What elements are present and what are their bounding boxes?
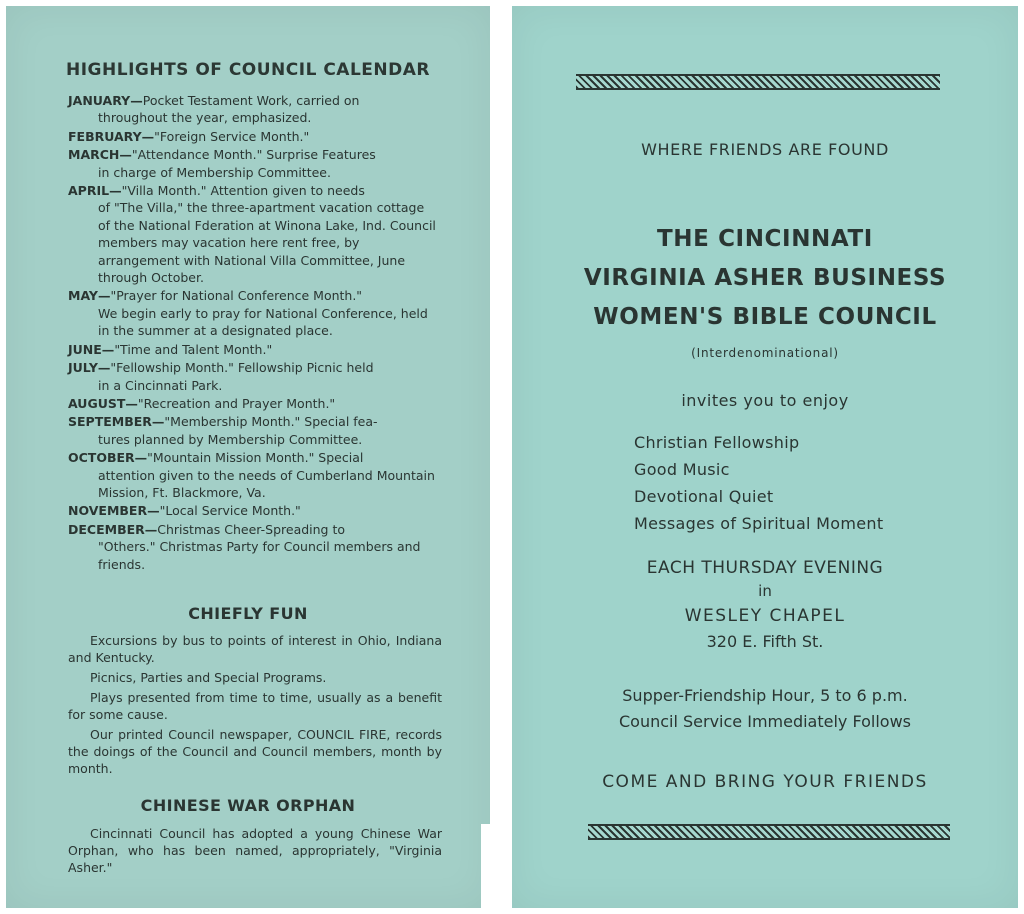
chiefly-fun-title: CHIEFLY FUN bbox=[188, 604, 308, 623]
calendar-month: OCTOBER— bbox=[68, 450, 148, 466]
decorative-border-bottom bbox=[588, 824, 950, 840]
denomination-note: (Interdenominational) bbox=[691, 346, 839, 360]
calendar-entry bbox=[68, 146, 440, 181]
calendar-month: JUNE— bbox=[68, 341, 115, 357]
fold-notch-top bbox=[490, 6, 512, 78]
calendar-month: DECEMBER— bbox=[68, 521, 158, 537]
calendar-continuation: We begin early to pray for National Conference, held in the summer at a designated place. bbox=[98, 305, 428, 339]
calendar-month: MAY— bbox=[68, 288, 111, 304]
calendar-continuation: tures planned by Membership Committee. bbox=[98, 431, 363, 447]
calendar-text: "Mountain Mission Month." Special bbox=[147, 450, 364, 466]
calendar-title: HIGHLIGHTS OF COUNCIL CALENDAR bbox=[66, 60, 430, 80]
calendar-entry bbox=[68, 502, 440, 519]
calendar-entry bbox=[68, 413, 440, 448]
fold-notch-bottom bbox=[481, 824, 512, 908]
calendar-text: Christmas Cheer-Spreading to bbox=[157, 521, 346, 537]
closing-invitation: COME AND BRING YOUR FRIENDS bbox=[602, 772, 928, 792]
calendar-month: NOVEMBER— bbox=[68, 503, 160, 519]
calendar-month: JULY— bbox=[68, 360, 111, 376]
orphan-paragraph: Cincinnati Council has adopted a young Chinese War Orphan, who has been named, appropriately, "Virginia Asher." bbox=[68, 826, 442, 875]
calendar-text: "Villa Month." Attention given to needs bbox=[121, 183, 365, 199]
fun-paragraph: Picnics, Parties and Special Programs. bbox=[90, 670, 327, 685]
orphan-title: CHINESE WAR ORPHAN bbox=[140, 796, 356, 815]
right-page bbox=[512, 6, 1018, 908]
tagline: WHERE FRIENDS ARE FOUND bbox=[641, 140, 889, 159]
calendar-continuation: "Others." Christmas Party for Council members and friends. bbox=[98, 539, 421, 572]
benefit-item: Messages of Spiritual Moment bbox=[634, 514, 884, 533]
council-service: Council Service Immediately Follows bbox=[618, 712, 911, 731]
calendar-month: AUGUST— bbox=[68, 395, 138, 411]
calendar-month: FEBRUARY— bbox=[68, 128, 155, 144]
calendar-text: "Attendance Month." Surprise Features bbox=[131, 147, 376, 163]
calendar-month: SEPTEMBER— bbox=[68, 414, 165, 430]
schedule bbox=[512, 683, 1018, 735]
calendar-continuation: in charge of Membership Committee. bbox=[98, 164, 331, 180]
calendar-entry bbox=[68, 359, 440, 394]
calendar-entry bbox=[68, 128, 440, 145]
council-line: THE CINCINNATI bbox=[657, 226, 873, 252]
calendar-text: "Local Service Month." bbox=[159, 503, 301, 519]
calendar-text: "Recreation and Prayer Month." bbox=[137, 395, 336, 411]
supper-hour: Supper-Friendship Hour, 5 to 6 p.m. bbox=[622, 686, 908, 705]
calendar-month: MARCH— bbox=[68, 147, 132, 163]
council-line: WOMEN'S BIBLE COUNCIL bbox=[593, 304, 937, 330]
calendar-entry bbox=[68, 449, 440, 501]
calendar-text: "Foreign Service Month." bbox=[154, 128, 310, 144]
calendar-month: JANUARY— bbox=[68, 93, 143, 108]
calendar-continuation: attention given to the needs of Cumberland Mountain Mission, Ft. Blackmore, Va. bbox=[98, 467, 435, 500]
decorative-border-top bbox=[576, 74, 940, 90]
calendar-text: "Prayer for National Conference Month." bbox=[110, 288, 363, 304]
calendar-entry bbox=[68, 182, 440, 286]
calendar-text: "Time and Talent Month." bbox=[114, 341, 273, 357]
calendar-entry bbox=[68, 92, 440, 127]
calendar-entry bbox=[68, 341, 440, 358]
fun-paragraph: Our printed Council newspaper, COUNCIL FIRE, records the doings of the Council and Council members, month by month. bbox=[68, 727, 442, 776]
invitation-text: invites you to enjoy bbox=[681, 391, 849, 410]
venue-address: 320 E. Fifth St. bbox=[706, 632, 824, 651]
calendar-entry bbox=[68, 521, 440, 573]
calendar-text: Pocket Testament Work, carried on bbox=[142, 93, 360, 108]
calendar-continuation: in a Cincinnati Park. bbox=[98, 377, 223, 393]
fun-paragraph: Excursions by bus to points of interest in Ohio, Indiana and Kentucky. bbox=[68, 633, 442, 665]
orphan-text bbox=[68, 825, 442, 879]
in-word: in bbox=[758, 582, 772, 600]
meeting-time: EACH THURSDAY EVENING bbox=[646, 558, 884, 578]
council-line: VIRGINIA ASHER BUSINESS bbox=[583, 265, 947, 291]
calendar-continuation: throughout the year, emphasized. bbox=[98, 110, 312, 126]
venue-name: WESLEY CHAPEL bbox=[684, 606, 846, 626]
calendar-entry bbox=[68, 395, 440, 412]
chiefly-fun-text bbox=[68, 632, 442, 780]
calendar-entry bbox=[68, 287, 440, 339]
benefit-item: Christian Fellowship bbox=[634, 433, 800, 452]
council-name bbox=[512, 220, 1018, 337]
calendar-continuation: of "The Villa," the three-apartment vacation cottage of the National Fderation at Winona Lake, Ind. Council members may vacation here rent free, by arrangement with National Villa Committee, June through October. bbox=[98, 200, 436, 286]
benefit-item: Devotional Quiet bbox=[634, 487, 774, 506]
benefit-item: Good Music bbox=[634, 460, 730, 479]
fun-paragraph: Plays presented from time to time, usually as a benefit for some cause. bbox=[68, 690, 442, 722]
calendar-month: APRIL— bbox=[68, 183, 122, 199]
left-page bbox=[6, 6, 490, 908]
calendar-text: "Membership Month." Special fea- bbox=[164, 414, 378, 430]
benefits-list bbox=[634, 429, 883, 537]
calendar-text: "Fellowship Month." Fellowship Picnic held bbox=[110, 360, 374, 376]
calendar-list bbox=[68, 92, 440, 574]
